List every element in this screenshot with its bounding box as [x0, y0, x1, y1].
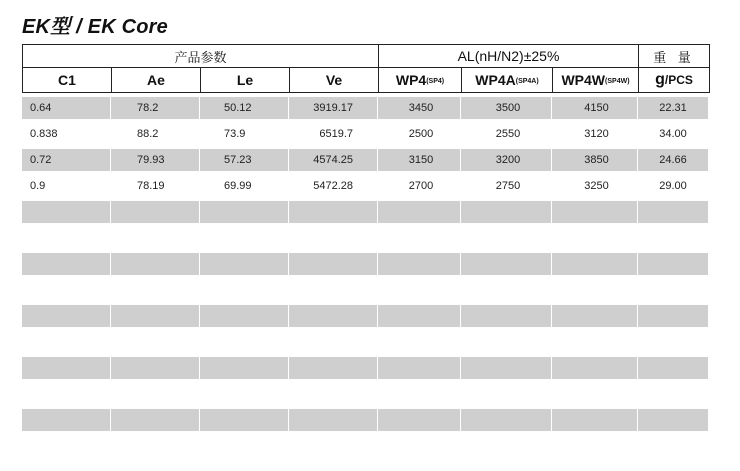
cell-wp4a: 2750 [495, 180, 521, 192]
table-row [22, 175, 708, 197]
cell-ve: 5472.28 [313, 180, 353, 192]
cell-ve: 3919.17 [289, 97, 377, 119]
col-header-wp4w [553, 68, 639, 93]
empty-table-row [22, 253, 708, 275]
empty-table-row [22, 331, 708, 353]
cell-le: 69.99 [224, 180, 252, 192]
group-header-params: 产品参数 [23, 45, 379, 68]
cell-weight: 34.00 [659, 128, 687, 140]
cell-ve: 4574.25 [289, 149, 377, 171]
cell-wp4w: 3850 [552, 149, 637, 171]
cell-wp4: 2700 [408, 180, 434, 192]
empty-table-row [22, 305, 708, 327]
cell-wp4w: 4150 [552, 97, 637, 119]
cell-c1: 0.838 [30, 128, 58, 140]
cell-le: 50.12 [200, 97, 288, 119]
col-header-wp4-sub: (SP4) [426, 78, 445, 85]
cell-weight: 22.31 [638, 97, 708, 119]
cell-le: 73.9 [224, 128, 246, 140]
group-header-al: AL(nH/N2)±25% [379, 45, 639, 68]
col-header-wp4a [462, 68, 553, 93]
col-header-wp4 [379, 68, 462, 93]
col-header-ae: Ae [112, 68, 201, 93]
cell-wp4: 2500 [408, 128, 434, 140]
col-header-weight-unit [639, 68, 710, 93]
empty-table-row [22, 227, 708, 249]
empty-table-row [22, 201, 708, 223]
empty-table-row [22, 279, 708, 301]
cell-weight: 24.66 [638, 149, 708, 171]
col-header-wp4w-main: WP4W [561, 72, 606, 88]
cell-wp4a: 3500 [461, 97, 551, 119]
col-header-wp4-main: WP4 [395, 72, 427, 88]
col-header-le: Le [201, 68, 290, 93]
empty-table-row [22, 409, 708, 431]
page-title: EK型 / EK Core [22, 16, 168, 38]
cell-le: 57.23 [200, 149, 288, 171]
table-row [22, 97, 708, 119]
cell-c1: 0.9 [30, 180, 46, 192]
cell-ae: 78.19 [137, 180, 165, 192]
cell-wp4w: 3250 [584, 180, 609, 192]
cell-weight: 29.00 [659, 180, 687, 192]
col-header-ve: Ve [290, 68, 379, 93]
col-header-wp4w-sub: (SP4W) [605, 78, 630, 85]
empty-table-row [22, 357, 708, 379]
cell-wp4w: 3120 [584, 128, 609, 140]
cell-wp4: 3150 [378, 149, 460, 171]
cell-wp4a: 2550 [495, 128, 521, 140]
col-header-c1: C1 [23, 68, 112, 93]
weight-unit-pcs: /PCS [664, 73, 693, 87]
spec-table-header [22, 44, 710, 93]
cell-ve: 6519.7 [319, 128, 353, 140]
table-row [22, 149, 708, 171]
spec-table-body [22, 97, 708, 435]
weight-unit-g: g [655, 71, 665, 88]
col-header-wp4a-main: WP4A [475, 72, 516, 88]
empty-table-row [22, 383, 708, 405]
cell-wp4a: 3200 [461, 149, 551, 171]
cell-ae: 88.2 [137, 128, 159, 140]
cell-ae: 78.2 [111, 97, 199, 119]
weight-header-label: 重 量 [639, 45, 710, 68]
cell-ae: 79.93 [111, 149, 199, 171]
cell-wp4: 3450 [378, 97, 460, 119]
table-row [22, 123, 708, 145]
cell-c1: 0.72 [22, 149, 110, 171]
col-header-wp4a-sub: (SP4A) [515, 78, 539, 85]
cell-c1: 0.64 [22, 97, 110, 119]
